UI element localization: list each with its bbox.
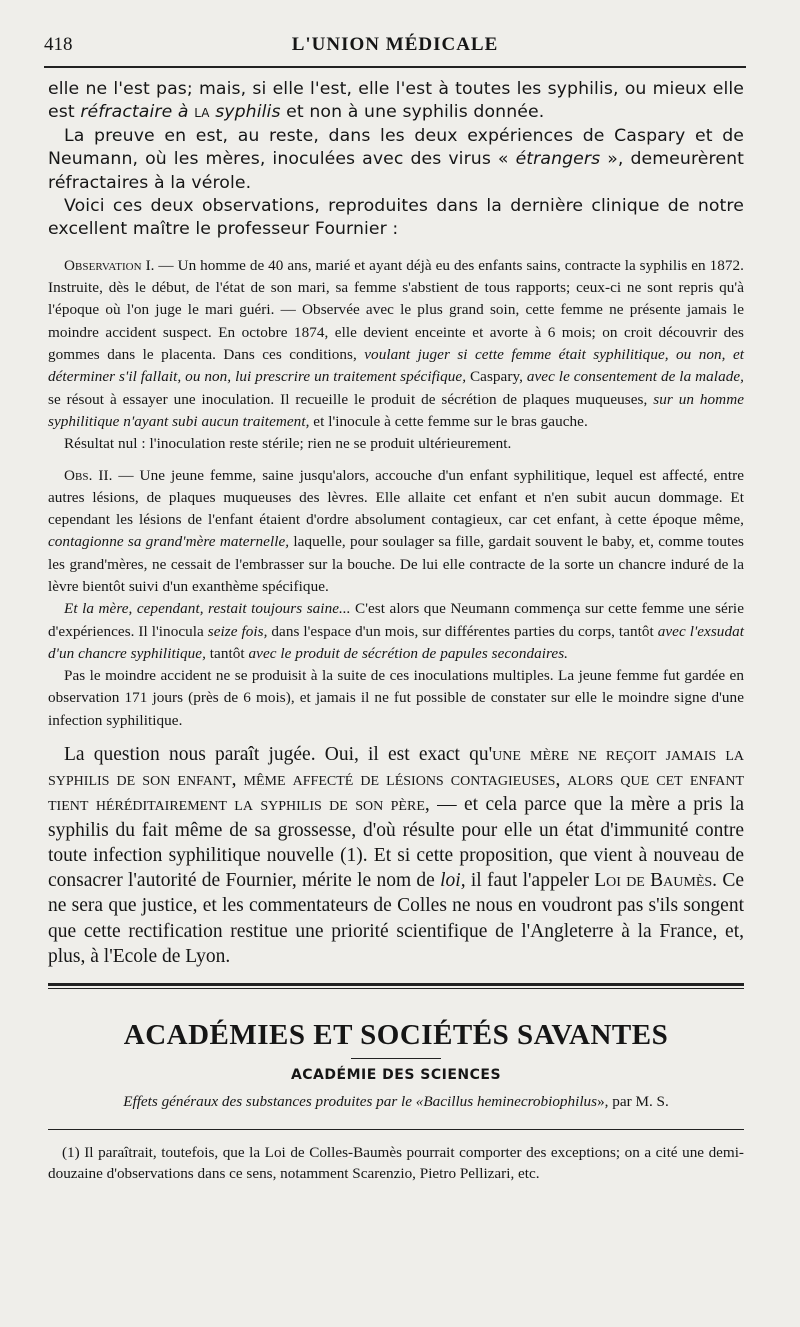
page-body [48, 78, 744, 1184]
observation-2-paragraph-2: Et la mère, cependant, restait toujours saine... C'est alors que Neumann commença sur cette femme une série d'expériences. Il l'inocula seize fois, dans l'espace d'un mois, sur différentes parties du corps, tantôt avec l'exsudat d'un chancre syphilitique, tantôt avec le produit de sécrétion de papules secondaires. [48, 600, 745, 662]
page-number: 418 [44, 34, 73, 55]
section-title: ACADÉMIES ET SOCIÉTÉS SAVANTES [123, 1018, 669, 1051]
header-rule [44, 66, 746, 68]
observation-2: Obs. II. — Une jeune femme, saine jusqu'alors, accouche d'un enfant syphilitique, lequel est affecté, entre autres lésions, de plaques muqueuses des lèvres. Elle allaite cet enfant et n'en subit aucun dommage. Et cependant les lésions de l'enfant étaient d'ordre absolument contagieux, car cet enfant, à cette époque même, contagionne sa grand'mère maternelle, laquelle, pour soulager sa fille, gardait souvent le baby, et, comme toutes les grand'mères, ne cessait de l'embrasser sur la bouche. De lui elle contracte de la sorte un chancre induré de la lèvre bientôt suivi d'un exanthème spécifique. [48, 466, 744, 595]
conclusion-paragraph: La question nous paraît jugée. Oui, il est exact qu'une mère ne reçoit jamais la syphilis de son enfant, même affecté de lésions contagieuses, alors que cet enfant tient héréditairement la syphilis de son père, — et cela parce que la mère a pris la syphilis du fait même de sa grossesse, d'où résulte pour elle un état d'immunité contre toute infection syphilitique nouvelle (1). Et si cette proposition, que vient à nouveau de consacrer l'autorité de Fournier, mérite le nom de loi, il faut l'appeler Loi de Baumès. Ce ne sera que justice, et les commentateurs de Colles ne nous en voudront pas s'ils songent que cette rectification restitue une priorité scientifique de l'Angleterre à la France, et, plus, à l'Ecole de Lyon. [48, 744, 744, 967]
intro-paragraph-2: La preuve en est, au reste, dans les deux expériences de Caspary et de Neumann, où les mères, inoculées avec des virus « étrangers », demeurèrent réfractaires à la vérole. [48, 125, 745, 193]
observation-2-paragraph-3: Pas le moindre accident ne se produisit à la suite de ces inoculations multiples. La jeune femme fut gardée en observation 171 jours (près de 6 mois), et jamais il ne fut possible de constater sur elle le moindre signe d'une infection syphilitique. [48, 667, 744, 729]
observation-1-result: Résultat nul : l'inoculation reste stérile; rien ne se produit ultérieurement. [64, 435, 512, 453]
title-rule [351, 1058, 441, 1059]
article-title: Effets généraux des substances produites par le «Bacillus heminecrobiophilus», par M. S. [123, 1092, 669, 1110]
observation-label: Observation [64, 256, 142, 274]
observation-1: Observation I. — Un homme de 40 ans, marié et ayant déjà eu des enfants sains, contracte la syphilis en 1872. Instruite, dès le début, de l'état de son mari, sa femme s'abstient de tous rapports; ceux-ci ne sont repris qu'à l'époque où l'on juge le mari guéri. — Observée avec le plus grand soin, cette femme ne présente jamais le moindre accident suspect. En octobre 1874, elle devient enceinte et avorte à 6 mois; on croit découvrir des gommes dans le placenta. Dans ces conditions, voulant juger si cette femme était syphilitique, ou non, et déterminer s'il fallait, ou non, lui prescrire un traitement spécifique, Caspary, avec le consentement de la malade, se résout à essayer une inoculation. Il recueille le produit de sécrétion de plaques muqueuses, sur un homme syphilitique n'ayant subi aucun traitement, et l'inocule à cette femme sur le bras gauche. [48, 256, 745, 430]
footnote-rule [48, 1129, 744, 1130]
section-divider [48, 983, 744, 989]
intro-paragraph-1: elle ne l'est pas; mais, si elle l'est, elle l'est à toutes les syphilis, ou mieux elle est réfractaire à la syphilis et non à une syphilis donnée. [48, 79, 744, 123]
footnote: (1) Il paraîtrait, toutefois, que la Loi de Colles-Baumès pourrait comporter des exceptions; on a cité une demi-douzaine d'observations dans ce sens, notamment Scarenzio, Pietro Pellizari, etc. [48, 1143, 744, 1182]
page-header [44, 34, 746, 64]
observation-label: Obs. [64, 466, 93, 484]
subsection-title: ACADÉMIE DES SCIENCES [290, 1066, 502, 1083]
intro-paragraph-3: Voici ces deux observations, reproduites dans la dernière clinique de notre excellent maître le professeur Fournier : [48, 196, 744, 240]
running-head: L'UNION MÉDICALE [291, 34, 499, 55]
